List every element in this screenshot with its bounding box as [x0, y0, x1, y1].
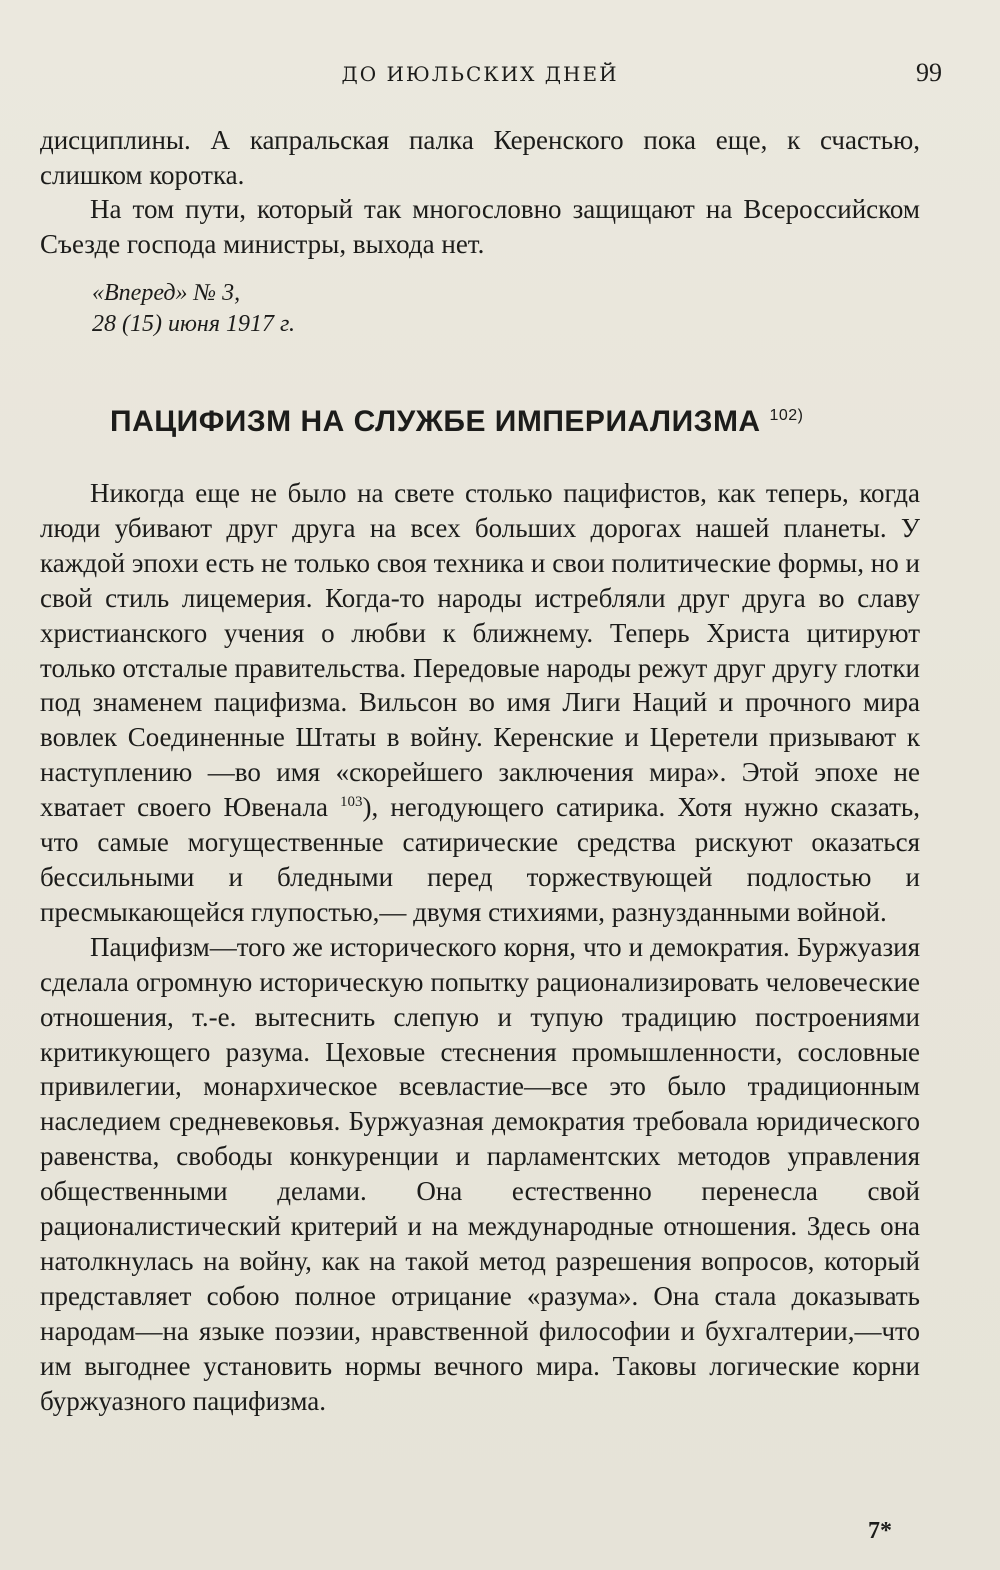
paragraph: Пацифизм—того же исторического корня, что и демократия. Буржуазия сделала огромную историческую попытку рационализировать человеческие отношения, т.-е. вытеснить слепую и тупую традицию построениями критикующего разума. Цеховые стеснения промышленности, сословные привилегии, монархическое всевластие—все это было традиционным наследием средневековья. Буржуазная демократия требовала юридического равенства, свободы конкуренции и парламентских методов управления общественными делами. Она естественно перенесла свой рационалистический критерий и на международные отношения. Здесь она натолкнулась на войну, как на такой метод разрешения вопросов, который представляет собою полное отрицание «разума». Она стала доказывать народам—на языке поэзии, нравственной философии и бухгалтерии,—что им выгоднее установить нормы вечного мира. Таковы логические корни буржуазного пацифизма. — [40, 931, 920, 1416]
source-citation — [92, 278, 295, 340]
running-title: ДО ИЮЛЬСКИХ ДНЕЙ — [341, 62, 619, 86]
paragraph: дисциплины. А капральская палка Керенского пока еще, к счастью, слишком коротка. — [40, 125, 920, 190]
article-heading — [110, 405, 803, 439]
paragraph-text: Никогда еще не было на свете столько пацифистов, как теперь, когда люди убивают друг друга на всех больших дорогах нашей планеты. У каждой эпохи есть не только своя техника и свои политические формы, но и свой стиль лицемерия. Когда-то народы истребляли друг друга во славу христианского учения о любви к ближнему. Теперь Христа цитируют только отсталые правительства. Передовые народы режут друг другу глотки под знаменем пацифизма. Вильсон во имя Лиги Наций и прочного мира вовлек Соединенные Штаты в войну. Керенские и Церетели призывают к наступлению —во имя «скорейшего заключения мира». Этой эпохе не хватает своего Ювенала — [40, 478, 920, 823]
page-number: 99 — [916, 58, 942, 87]
citation-line: «Вперед» № 3, — [92, 280, 241, 306]
signature-mark: 7* — [868, 1518, 892, 1544]
paragraph: На том пути, который так многословно защищают на Всероссийском Съезде господа министры, выхода нет. — [40, 194, 920, 259]
paragraph-text: ), негодующего сатирика. Хотя нужно сказать, что самые могущественные сатирические средства рискуют оказаться бессильными и бледными перед торжествующей подлостью и пресмыкающейся глупостью,— двумя стихиями, разнузданными войной. — [40, 792, 920, 927]
heading-footnote-ref: 102) — [769, 407, 804, 424]
previous-article-ending — [40, 123, 920, 261]
paragraph — [40, 476, 920, 930]
running-head — [40, 58, 942, 92]
article-body — [40, 476, 920, 1418]
article-heading-text: ПАЦИФИЗМ НА СЛУЖБЕ ИМПЕРИАЛИЗМА — [110, 405, 761, 438]
footnote-ref: 103 — [340, 794, 363, 811]
citation-line: 28 (15) июня 1917 г. — [92, 311, 296, 337]
